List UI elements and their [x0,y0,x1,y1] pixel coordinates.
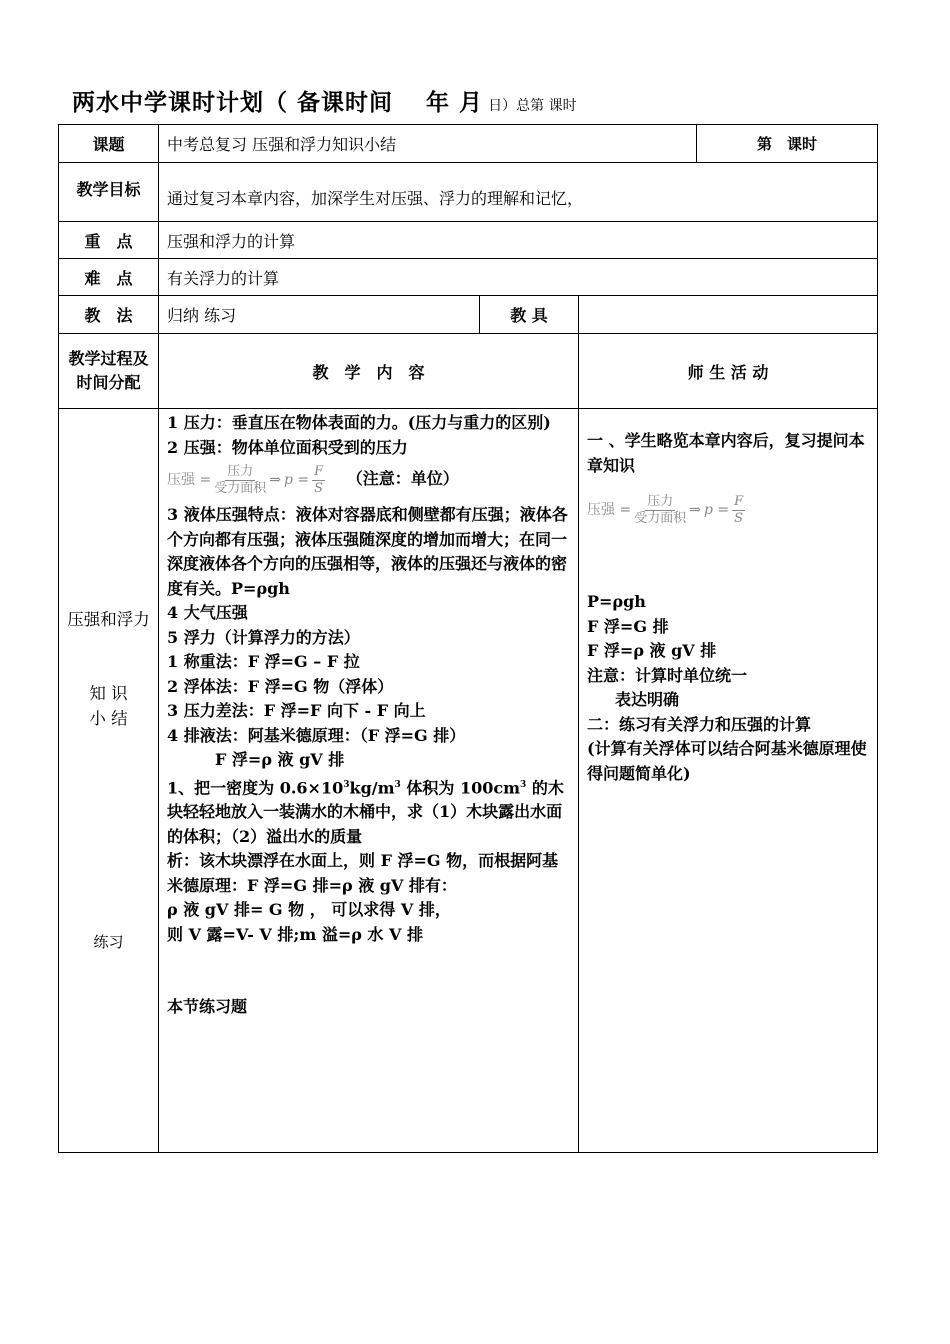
section-pressure-buoyancy: 压强和浮力 [67,610,150,629]
activity-note: 注意：计算时单位统一 [587,665,748,685]
row-topic [59,125,878,163]
goal-value: 通过复习本章内容，加深学生对压强、浮力的理解和记忆， [159,163,878,222]
goal-label: 教学目标 [59,163,159,222]
process-label: 教学过程及时间分配 [59,334,159,409]
activity-header: 师 生 活 动 [579,334,878,409]
method-label: 教 法 [59,296,159,334]
content-archimedes: F 浮=ρ 液 gV 排 [215,750,345,769]
section-summary: 知 识 小 结 [89,684,128,728]
row-method [59,296,878,334]
row-process-header [59,334,878,409]
content-method-pressure-diff: 3 压力差法：F 浮=F 向下 - F 向上 [167,701,426,720]
formula-arrow: ⇒ [269,472,281,489]
exercise-practice: 本节练习题 [167,997,248,1017]
content-pressure-def: 1 压力：垂直压在物体表面的力。(压力与重力的区别) [167,413,551,432]
exercise-question: 1、把一密度为 $0.6\times 10^3kg/m^3$ 体积为 $100cm^3$ 的木块轻轻地放入一装满水的木桶中，求（1）木块露出水面的体积；（2）溢出水的质量 [167,777,564,846]
teacher-student-activity [579,409,878,1153]
content-buoyancy: 5 浮力（计算浮力的方法） [167,627,360,647]
content-pressure-intensity: 2 压强：物体单位面积受到的压力 [167,437,408,457]
topic-value: 中考总复习 压强和浮力知识小结 [159,125,697,163]
row-difficulty [59,259,878,296]
tool-label: 教 具 [480,296,579,334]
activity-buoyancy-g: F 浮=G 排 [587,616,669,636]
difficulty-label: 难 点 [59,259,159,296]
teaching-content [159,409,579,1153]
activity-note2: 表达明确 [615,690,680,709]
activity-practice: 二：练习有关浮力和压强的计算 [587,714,812,734]
exercise-step1: ρ 液 gV 排= G 物 ， 可以求得 V 排， [167,900,451,920]
formula-F: F [314,464,324,479]
formula-den: 受力面积 [214,481,267,496]
content-method-weighing: 1 称重法：F 浮=G – F 拉 [167,652,360,671]
content-method-displacement: 4 排液法：阿基米德原理：（F 浮=G 排） [167,725,466,745]
row-process-body [59,409,878,1153]
formula-fs [312,464,325,497]
exercise-analysis: 析：该木块漂浮在水面上，则 F 浮=G 物，而根据阿基米德原理：F 浮=G 排=ρ 液 gV 排有： [167,851,559,895]
content-formula [167,464,570,497]
exercise-step2: 则 V 露=V- V 排;m 溢=ρ 水 V 排 [167,924,423,944]
key-value: 压强和浮力的计算 [159,222,878,259]
section-column [59,409,159,1153]
period-label: 第 课时 [697,125,878,163]
formula-note: （注意：单位） [346,469,459,489]
key-label: 重 点 [59,222,159,259]
formula-p: p = [283,472,310,489]
content-method-floating: 2 浮体法：F 浮=G 物（浮体） [167,676,394,696]
formula-left: 压强 = [167,472,212,489]
title-suffix: 日）总第 课时 [488,98,577,114]
title-main: 两水中学课时计划（ 备课时间 年 月 [72,89,484,116]
activity-formula [587,494,869,542]
topic-label: 课题 [59,125,159,163]
tool-value [579,296,878,334]
lesson-plan-table [58,124,878,1153]
formula-S: S [314,481,324,496]
row-key [59,222,878,259]
formula-num: 压力 [227,464,254,479]
pressure-formula [167,464,325,497]
formula-fraction [214,464,266,497]
page-title [72,84,577,117]
activity-review: 一 、学生略览本章内容后，复习提问本章知识 [587,431,865,475]
content-header: 教 学 内 容 [159,334,579,409]
section-exercise: 练习 [93,933,124,951]
activity-pressure-formula: 压强 = $\frac{\text{压力}}{\text{受力面积}}$ ⇒ p = $\frac{F}{S}$ [587,494,744,526]
activity-pgh: P=ρgh [587,592,646,611]
activity-hint: (计算有关浮体可以结合阿基米德原理使得问题简单化) [587,739,867,783]
content-liquid-pressure: 3 液体压强特点：液体对容器底和侧壁都有压强；液体各个方向都有压强；液体压强随深度的增加而增大；在同一深度液体各个方向的压强相等，液体的压强还与液体的密度有关。P=ρgh [167,505,568,598]
activity-buoyancy-rho: F 浮=ρ 液 gV 排 [587,641,717,660]
difficulty-value: 有关浮力的计算 [159,259,878,296]
method-value: 归纳 练习 [159,296,480,334]
row-goal [59,163,878,222]
content-air-pressure: 4 大气压强 [167,603,248,622]
